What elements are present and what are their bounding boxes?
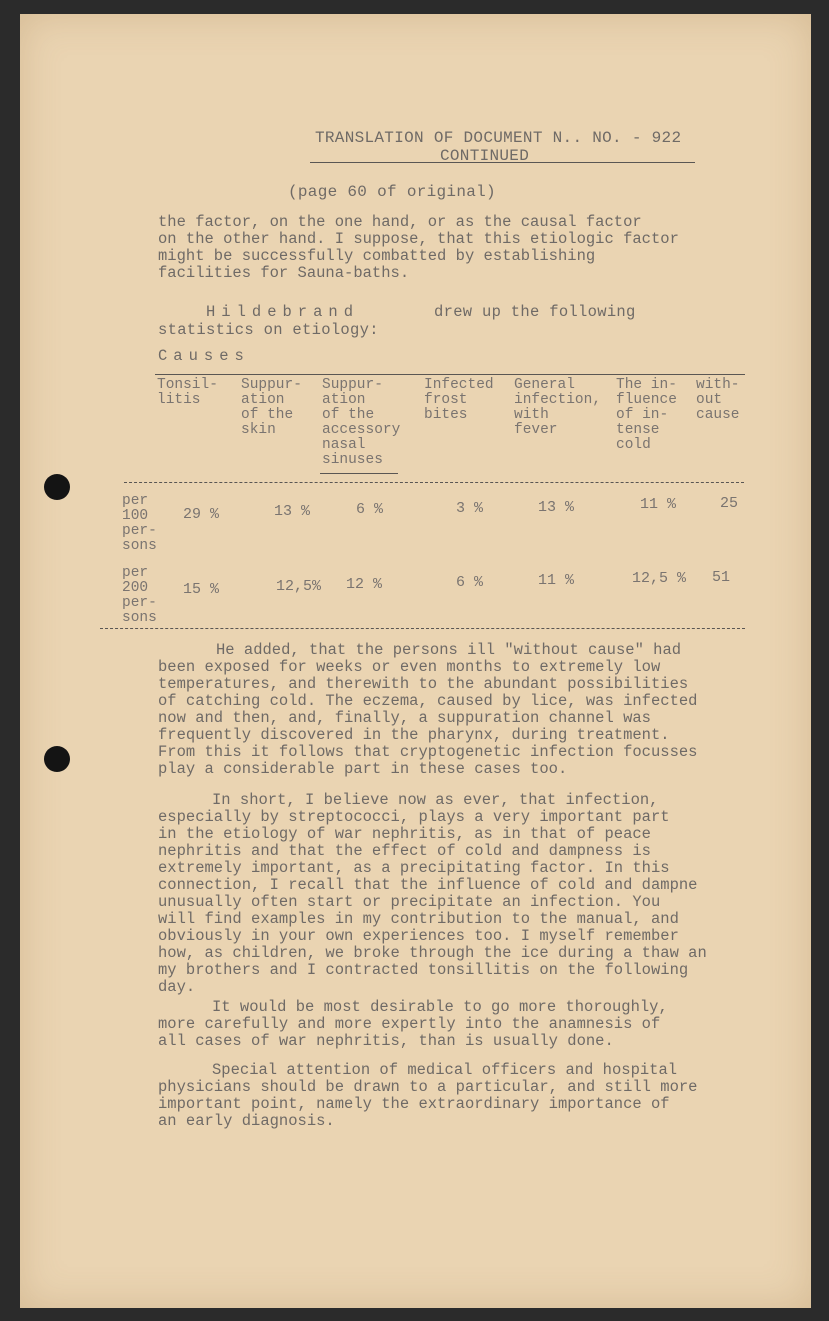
para-line: physicians should be drawn to a particular, and still more	[158, 1078, 698, 1096]
para-line: frequently discovered in the pharynx, during treatment.	[158, 726, 670, 744]
table-top-rule	[155, 374, 745, 375]
table-cell: 15 %	[183, 581, 220, 598]
para-line: my brothers and I contracted tonsillitis on the following	[158, 961, 689, 979]
binder-hole-top	[44, 474, 70, 500]
table-cell: 6 %	[356, 501, 384, 518]
table-cell: 11 %	[640, 496, 677, 513]
para-line: day.	[158, 978, 196, 996]
header-tonsillitis: Tonsil- litis	[157, 377, 218, 408]
table-cell: 12,5 %	[632, 570, 687, 587]
para-line: extremely important, as a precipitating factor. In this	[158, 859, 670, 877]
table-cell: 29 %	[183, 506, 220, 523]
intro-line-4: facilities for Sauna-baths.	[158, 264, 410, 282]
sinuses-underline	[320, 473, 398, 474]
table-cell: 12 %	[346, 576, 383, 593]
para-line: He added, that the persons ill "without cause" had	[216, 641, 682, 659]
intro-paragraph	[158, 214, 679, 282]
para-line: play a considerable part in these cases too.	[158, 760, 568, 778]
table-cell: 12,5%	[276, 578, 322, 595]
header-bottom-rule	[124, 482, 744, 483]
header-suppuration-skin: Suppur- ation of the skin	[241, 377, 302, 438]
table-cell: 51	[712, 569, 731, 586]
table-bottom-rule	[100, 628, 745, 629]
para-line: more carefully and more expertly into the anamnesis of	[158, 1015, 661, 1033]
para-line: temperatures, and therewith to the abundant possibilities	[158, 675, 689, 693]
paragraph-in-short	[158, 792, 707, 996]
para-line: all cases of war nephritis, than is usually done.	[158, 1032, 614, 1050]
row-label-per-200: per 200 per- sons	[122, 565, 157, 626]
para-line: how, as children, we broke through the ice during a thaw an	[158, 944, 707, 962]
para-line: been exposed for weeks or even months to extremely low	[158, 658, 661, 676]
table-cell: 25	[720, 495, 739, 512]
paragraph-he-added	[158, 642, 698, 778]
document-subtitle: CONTINUED	[440, 147, 530, 165]
table-cell: 6 %	[456, 574, 484, 591]
table-cell: 13 %	[538, 499, 575, 516]
header-without-cause: with- out cause	[696, 377, 740, 423]
causes-label: Causes	[158, 347, 250, 365]
statistics-intro: statistics on etiology:	[158, 321, 379, 339]
document-page	[20, 14, 811, 1308]
para-line: of catching cold. The eczema, caused by lice, was infected	[158, 692, 698, 710]
title-underline	[310, 162, 695, 163]
document-title: TRANSLATION OF DOCUMENT N.. NO. - 922	[315, 129, 682, 147]
para-line: From this it follows that cryptogenetic infection focusses	[158, 743, 698, 761]
paragraph-desirable	[158, 999, 668, 1050]
author-sentence: drew up the following	[434, 303, 636, 321]
para-line: unusually often start or precipitate an infection. You	[158, 893, 661, 911]
header-suppuration-sinuses: Suppur- ation of the accessory nasal sinuses	[322, 377, 401, 468]
header-general-infection: General infection, with fever	[514, 377, 602, 438]
intro-line-3: might be successfully combatted by establishing	[158, 247, 596, 265]
para-line: important point, namely the extraordinary importance of	[158, 1095, 670, 1113]
para-line: an early diagnosis.	[158, 1112, 335, 1130]
paragraph-special-attention	[158, 1062, 698, 1130]
para-line: especially by streptococci, plays a very important part	[158, 808, 670, 826]
para-line: now and then, and, finally, a suppuration channel was	[158, 709, 651, 727]
page-reference: (page 60 of original)	[288, 183, 496, 201]
binder-hole-bottom	[44, 746, 70, 772]
para-line: Special attention of medical officers and hospital	[212, 1061, 678, 1079]
row-label-per-100: per 100 per- sons	[122, 493, 157, 554]
header-infected-frost-bites: Infected frost bites	[424, 377, 494, 423]
author-name: Hildebrand	[206, 303, 360, 321]
para-line: nephritis and that the effect of cold and dampness is	[158, 842, 651, 860]
para-line: It would be most desirable to go more thoroughly,	[212, 998, 668, 1016]
para-line: connection, I recall that the influence of cold and dampne	[158, 876, 698, 894]
para-line: obviously in your own experiences too. I myself remember	[158, 927, 679, 945]
para-line: in the etiology of war nephritis, as in that of peace	[158, 825, 651, 843]
intro-line-1: the factor, on the one hand, or as the causal factor	[158, 213, 642, 231]
table-cell: 3 %	[456, 500, 484, 517]
table-cell: 11 %	[538, 572, 575, 589]
para-line: In short, I believe now as ever, that infection,	[212, 791, 659, 809]
table-cell: 13 %	[274, 503, 311, 520]
header-intense-cold: The in- fluence of in- tense cold	[616, 377, 677, 453]
intro-line-2: on the other hand. I suppose, that this etiologic factor	[158, 230, 679, 248]
para-line: will find examples in my contribution to the manual, and	[158, 910, 679, 928]
